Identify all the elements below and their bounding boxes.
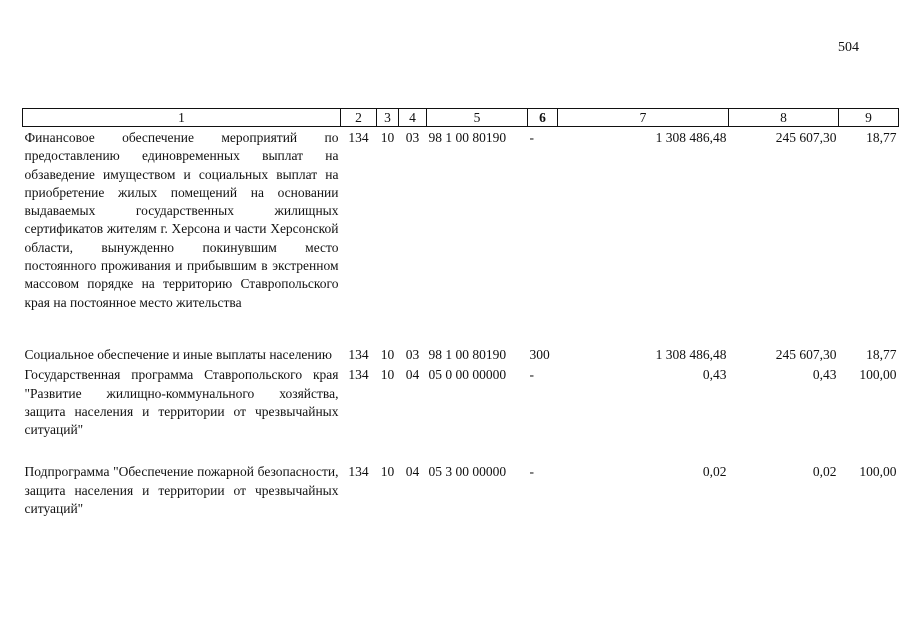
- header-col-3: 3: [377, 109, 399, 127]
- cell-executed: 0,43: [812, 367, 837, 383]
- cell-target-article: 98 1 00 80190: [428, 130, 507, 145]
- table-row: [23, 439, 899, 518]
- cell-planned: 1 308 486,48: [655, 346, 727, 362]
- cell-subsection: 04: [405, 367, 420, 383]
- header-col-5: 5: [427, 109, 528, 127]
- cell-section: 10: [380, 346, 395, 362]
- cell-executed: 245 607,30: [775, 130, 837, 145]
- cell-expense-type: -: [529, 367, 534, 383]
- table-row: [23, 312, 899, 364]
- cell-planned: 1 308 486,48: [655, 130, 727, 145]
- header-col-2: 2: [341, 109, 377, 127]
- cell-planned: 0,02: [702, 464, 727, 480]
- row-name: Подпрограмма "Обеспечение пожарной безопасности, защита населения и территории от чрезвычайных ситуаций": [24, 464, 339, 517]
- cell-subsection: 04: [405, 464, 420, 480]
- cell-subsection: 03: [405, 346, 420, 362]
- header-col-9: 9: [839, 109, 899, 127]
- table-row: [23, 364, 899, 439]
- header-col-4: 4: [399, 109, 427, 127]
- cell-percent: 100,00: [859, 367, 897, 383]
- cell-expense-type: 300: [529, 346, 550, 362]
- cell-percent: 100,00: [859, 464, 897, 480]
- cell-section: 10: [380, 464, 395, 480]
- header-row: [23, 109, 899, 127]
- cell-section: 10: [380, 367, 395, 383]
- budget-table: [22, 108, 899, 518]
- cell-ministry: 134: [348, 130, 369, 145]
- cell-planned: 0,43: [702, 367, 727, 383]
- header-col-6: 6: [528, 109, 558, 127]
- cell-executed: 0,02: [812, 464, 837, 480]
- cell-ministry: 134: [348, 367, 369, 383]
- cell-percent: 18,77: [866, 130, 897, 145]
- header-col-7: 7: [558, 109, 729, 127]
- cell-subsection: 03: [405, 130, 420, 145]
- header-col-1: 1: [23, 109, 341, 127]
- row-name: Социальное обеспечение и иные выплаты населению: [24, 346, 332, 362]
- page-number: 504: [838, 40, 859, 55]
- table-row: [23, 127, 899, 312]
- cell-executed: 245 607,30: [775, 346, 837, 362]
- cell-expense-type: -: [529, 464, 534, 480]
- cell-percent: 18,77: [866, 346, 897, 362]
- cell-target-article: 05 3 00 00000: [428, 464, 507, 480]
- cell-section: 10: [380, 130, 395, 145]
- row-name: Государственная программа Ставропольского края "Развитие жилищно-коммунального хозяйства, защита населения и территории от чрезвычайных ситуаций": [24, 367, 339, 438]
- cell-ministry: 134: [348, 464, 369, 480]
- header-col-8: 8: [729, 109, 839, 127]
- cell-target-article: 05 0 00 00000: [428, 367, 507, 383]
- cell-expense-type: -: [529, 130, 534, 145]
- row-name: Финансовое обеспечение мероприятий по предоставлению единовременных выплат на обзаведение имуществом и социальных выплат на приобретение жилых помещений на основании выдаваемых государственных жилищных сертификатов жителям г. Херсона и части Херсонской области, вынужденно покинувшим место постоянного проживания и прибывшим в экстренном массовом порядке на территорию Ставропольского края на постоянное место жительства: [24, 130, 339, 310]
- cell-ministry: 134: [348, 346, 369, 362]
- cell-target-article: 98 1 00 80190: [428, 346, 507, 362]
